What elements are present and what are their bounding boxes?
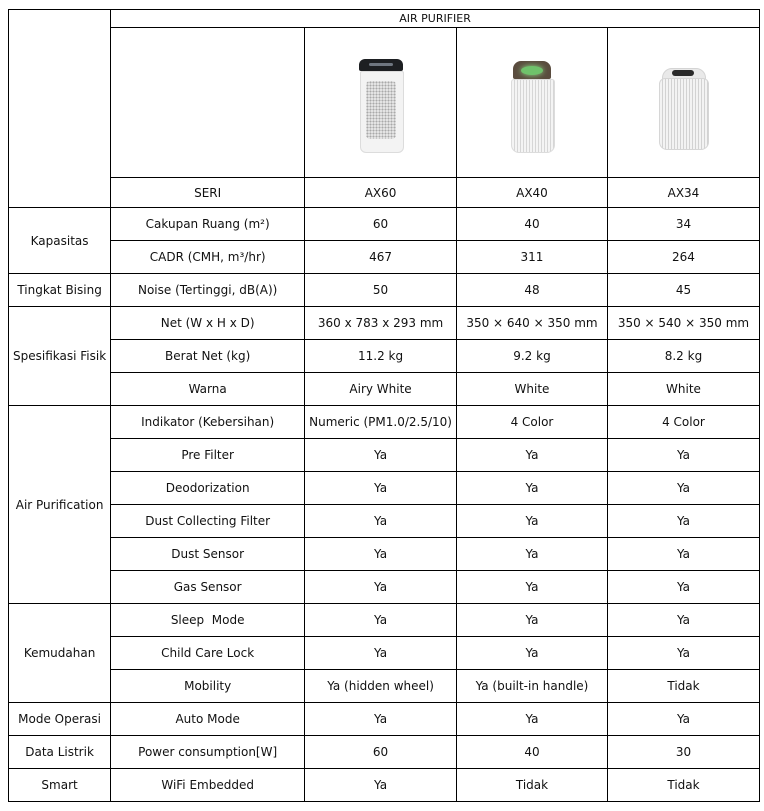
cell-value: Ya bbox=[305, 604, 457, 637]
cell-value: 30 bbox=[607, 736, 759, 769]
cell-value: Ya bbox=[305, 703, 457, 736]
group-label: Kapasitas bbox=[9, 208, 111, 274]
cell-value: 8.2 kg bbox=[607, 340, 759, 373]
product-image-cell-ax60 bbox=[305, 28, 457, 178]
row-label: Auto Mode bbox=[111, 703, 305, 736]
cell-value: Ya bbox=[607, 571, 759, 604]
row-label: Indikator (Kebersihan) bbox=[111, 406, 305, 439]
row-label: CADR (CMH, m³/hr) bbox=[111, 241, 305, 274]
cell-value: Tidak bbox=[607, 670, 759, 703]
table-title: AIR PURIFIER bbox=[111, 10, 760, 28]
cell-value: White bbox=[607, 373, 759, 406]
cell-value: 4 Color bbox=[456, 406, 607, 439]
cell-value: Ya bbox=[456, 637, 607, 670]
cell-value: Ya bbox=[607, 703, 759, 736]
cell-value: Tidak bbox=[456, 769, 607, 802]
row-label: Cakupan Ruang (m²) bbox=[111, 208, 305, 241]
seri-label: SERI bbox=[111, 178, 305, 208]
group-label: Kemudahan bbox=[9, 604, 111, 703]
cell-value: Ya bbox=[305, 472, 457, 505]
cell-value: 360 x 783 x 293 mm bbox=[305, 307, 457, 340]
cell-value: Ya bbox=[305, 571, 457, 604]
cell-value: Ya bbox=[607, 439, 759, 472]
cell-value: Ya (hidden wheel) bbox=[305, 670, 457, 703]
cell-value: 40 bbox=[456, 208, 607, 241]
group-label: Air Purification bbox=[9, 406, 111, 604]
model-name: AX34 bbox=[607, 178, 759, 208]
row-label: Noise (Tertinggi, dB(A)) bbox=[111, 274, 305, 307]
blank-image-label-cell bbox=[111, 28, 305, 178]
row-label: WiFi Embedded bbox=[111, 769, 305, 802]
corner-blank-cell bbox=[9, 10, 111, 208]
cell-value: Ya bbox=[607, 505, 759, 538]
row-label: Warna bbox=[111, 373, 305, 406]
row-label: Sleep Mode bbox=[111, 604, 305, 637]
group-label: Mode Operasi bbox=[9, 703, 111, 736]
cell-value: Ya (built-in handle) bbox=[456, 670, 607, 703]
cell-value: Airy White bbox=[305, 373, 457, 406]
row-label: Child Care Lock bbox=[111, 637, 305, 670]
cell-value: Ya bbox=[305, 637, 457, 670]
row-label: Mobility bbox=[111, 670, 305, 703]
cell-value: Ya bbox=[456, 505, 607, 538]
cell-value: Ya bbox=[456, 571, 607, 604]
cell-value: Ya bbox=[607, 472, 759, 505]
cell-value: Tidak bbox=[607, 769, 759, 802]
row-label: Berat Net (kg) bbox=[111, 340, 305, 373]
cell-value: 45 bbox=[607, 274, 759, 307]
cell-value: 11.2 kg bbox=[305, 340, 457, 373]
cell-value: 9.2 kg bbox=[456, 340, 607, 373]
product-image-cell-ax40 bbox=[456, 28, 607, 178]
cell-value: 311 bbox=[456, 241, 607, 274]
cell-value: Ya bbox=[456, 703, 607, 736]
spec-table bbox=[8, 9, 760, 802]
cell-value: 467 bbox=[305, 241, 457, 274]
cell-value: 264 bbox=[607, 241, 759, 274]
cell-value: Ya bbox=[456, 439, 607, 472]
cell-value: 60 bbox=[305, 208, 457, 241]
cell-value: 40 bbox=[456, 736, 607, 769]
cell-value: Ya bbox=[607, 604, 759, 637]
air-purifier-ax60-image bbox=[359, 59, 403, 153]
row-label: Dust Collecting Filter bbox=[111, 505, 305, 538]
cell-value: 50 bbox=[305, 274, 457, 307]
cell-value: Ya bbox=[456, 472, 607, 505]
air-purifier-ax40-image bbox=[511, 61, 553, 153]
cell-value: Ya bbox=[305, 439, 457, 472]
row-label: Gas Sensor bbox=[111, 571, 305, 604]
row-label: Deodorization bbox=[111, 472, 305, 505]
cell-value: Ya bbox=[305, 769, 457, 802]
air-purifier-ax34-image bbox=[659, 68, 707, 148]
row-label: Power consumption[W] bbox=[111, 736, 305, 769]
cell-value: 60 bbox=[305, 736, 457, 769]
cell-value: Ya bbox=[607, 637, 759, 670]
row-label: Dust Sensor bbox=[111, 538, 305, 571]
cell-value: 34 bbox=[607, 208, 759, 241]
group-label: Tingkat Bising bbox=[9, 274, 111, 307]
cell-value: Numeric (PM1.0/2.5/10) bbox=[305, 406, 457, 439]
group-label: Data Listrik bbox=[9, 736, 111, 769]
cell-value: 4 Color bbox=[607, 406, 759, 439]
group-label: Smart bbox=[9, 769, 111, 802]
cell-value: 48 bbox=[456, 274, 607, 307]
cell-value: White bbox=[456, 373, 607, 406]
cell-value: Ya bbox=[607, 538, 759, 571]
cell-value: Ya bbox=[456, 604, 607, 637]
row-label: Net (W x H x D) bbox=[111, 307, 305, 340]
cell-value: 350 × 640 × 350 mm bbox=[456, 307, 607, 340]
cell-value: 350 × 540 × 350 mm bbox=[607, 307, 759, 340]
product-image-cell-ax34 bbox=[607, 28, 759, 178]
group-label: Spesifikasi Fisik bbox=[9, 307, 111, 406]
cell-value: Ya bbox=[456, 538, 607, 571]
row-label: Pre Filter bbox=[111, 439, 305, 472]
cell-value: Ya bbox=[305, 538, 457, 571]
model-name: AX60 bbox=[305, 178, 457, 208]
cell-value: Ya bbox=[305, 505, 457, 538]
model-name: AX40 bbox=[456, 178, 607, 208]
